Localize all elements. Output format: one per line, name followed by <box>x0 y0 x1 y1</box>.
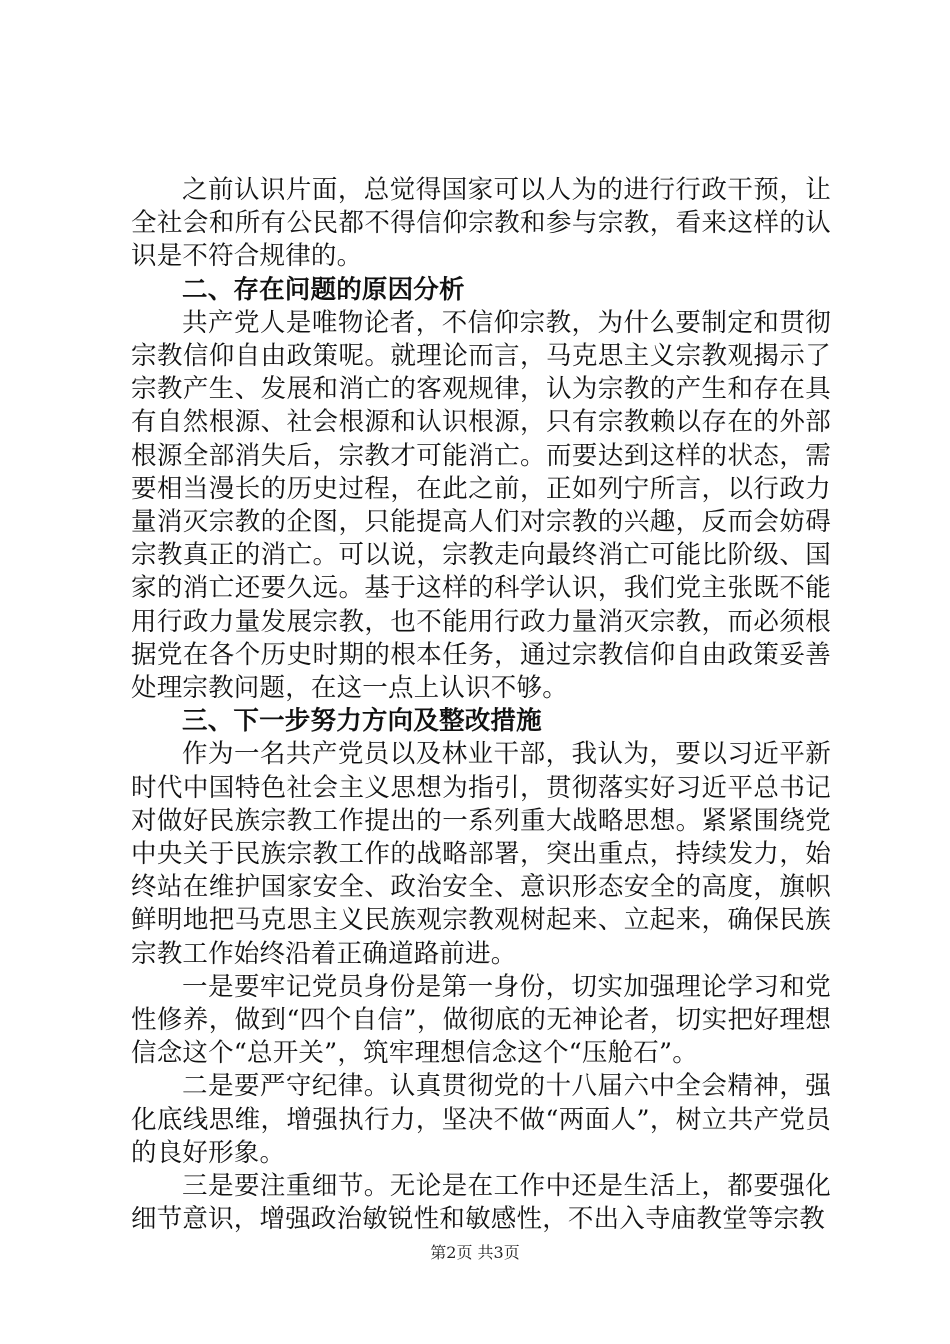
paragraph-next-steps-overview: 作为一名共产党员以及林业干部，我认为，要以习近平新时代中国特色社会主义思想为指引，贯彻落实好习近平总书记对做好民族宗教工作提出的一系列重大战略思想。紧紧围绕党中央关于民族宗教工作的战略部署，突出重点，持续发力，始终站在维护国家安全、政治安全、意识形态安全的高度，旗帜鲜明地把马克思主义民族观宗教观树起来、立起来，确保民族宗教工作始终沿着正确道路前进。 <box>131 739 831 969</box>
paragraph-cause-analysis: 共产党人是唯物论者，不信仰宗教，为什么要制定和贯彻宗教信仰自由政策呢。就理论而言，马克思主义宗教观揭示了宗教产生、发展和消亡的客观规律，认为宗教的产生和存在具有自然根源、社会根源和认识根源，只有宗教赖以存在的外部根源全部消失后，宗教才可能消亡。而要达到这样的状态，需要相当漫长的历史过程，在此之前，正如列宁所言，以行政力量消灭宗教的企图，只能提高人们对宗教的兴趣，反而会妨碍宗教真正的消亡。可以说，宗教走向最终消亡可能比阶级、国家的消亡还要久远。基于这样的科学认识，我们党主张既不能用行政力量发展宗教，也不能用行政力量消灭宗教，而必须根据党在各个历史时期的根本任务，通过宗教信仰自由政策妥善处理宗教问题，在这一点上认识不够。 <box>131 307 831 704</box>
paragraph-measure-three: 三是要注重细节。无论是在工作中还是生活上，都要强化细节意识，增强政治敏锐性和敏感性，不出入寺庙教堂等宗教 <box>131 1171 831 1235</box>
document-body <box>131 174 831 1237</box>
paragraph-measure-two: 二是要严守纪律。认真贯彻党的十八届六中全会精神，强化底线思维，增强执行力，坚决不做“两面人”，树立共产党员的良好形象。 <box>131 1071 831 1168</box>
section-heading-next-steps: 三、下一步努力方向及整改措施 <box>182 706 542 737</box>
page-number-footer: 第2页 共3页 <box>430 1243 520 1262</box>
paragraph-measure-one: 一是要牢记党员身份是第一身份，切实加强理论学习和党性修养，做到“四个自信”，做彻底的无神论者，切实把好理想信念这个“总开关”，筑牢理想信念这个“压舱石”。 <box>131 971 831 1069</box>
section-heading-cause-analysis: 二、存在问题的原因分析 <box>182 274 465 305</box>
paragraph-intro-continuation: 之前认识片面，总觉得国家可以人为的进行行政干预，让全社会和所有公民都不得信仰宗教和参与宗教，看来这样的认识是不符合规律的。 <box>131 175 831 272</box>
